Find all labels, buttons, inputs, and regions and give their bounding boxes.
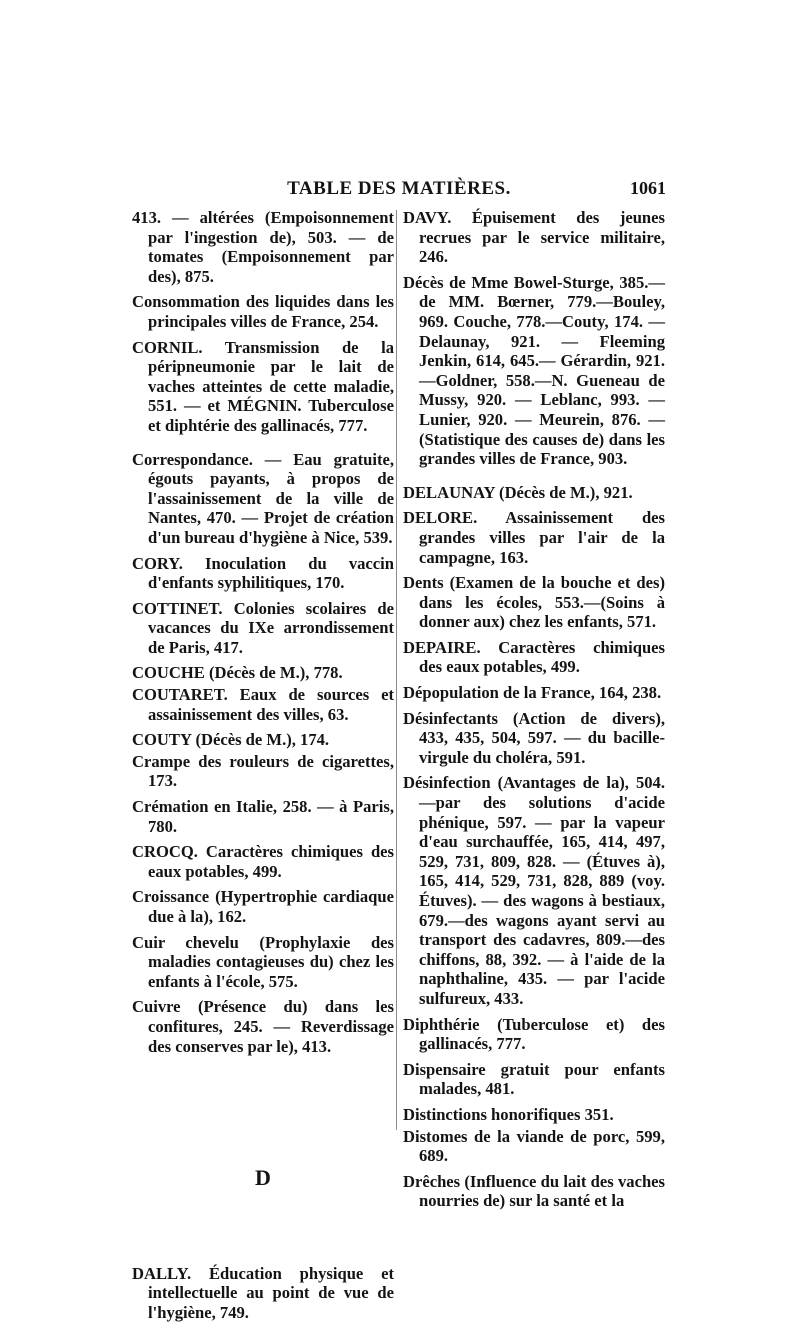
index-entry: Crémation en Italie, 258. — à Paris, 780. (132, 797, 394, 836)
page-title: TABLE DES MATIÈRES. (287, 178, 511, 199)
index-entry: Dépopulation de la France, 164, 238. (403, 683, 662, 703)
index-entry: Consommation des liquides dans les principales villes de France, 254. (132, 292, 394, 331)
right-column (403, 208, 665, 1217)
index-entry: Croissance (Hypertrophie cardiaque due à la), 162. (132, 887, 394, 926)
index-entry: DEPAIRE. Caractères chimiques des eaux potables, 499. (403, 637, 665, 677)
index-entry: Décès de Mme Bowel-Sturge, 385.— de MM. Bœrner, 779.—Bouley, 969. Couche, 778.—Couty, 174. — Delaunay, 921. — Fleeming Jenkin, 614, 645.— Gérardin, 921.—Goldner, 558.—N. Gueneau de Mussy, 920. — Leblanc, 993. — Lunier, 920. — Meurein, 876. — (Statistique des causes de) dans les grandes villes de France, 903. (403, 272, 665, 469)
index-entry: COUTY (Décès de M.), 174. (132, 730, 330, 750)
index-entry: Correspondance. — Eau gratuite, égouts payants, à propos de l'assainissement de la ville de Nantes, 470. — Projet de création d'un bureau d'hygiène à Nice, 539. (132, 449, 394, 547)
running-header (132, 178, 666, 206)
index-entry: COTTINET. Colonies scolaires de vacances du IXe arrondissement de Paris, 417. (132, 598, 394, 657)
section-letter: D (255, 1165, 271, 1191)
index-entry: 413. — altérées (Empoisonnement par l'ingestion de), 503. — de tomates (Empoisonnement par des), 875. (132, 208, 394, 286)
index-entry: Drêches (Influence du lait des vaches nourries de) sur la santé et la (403, 1171, 665, 1211)
index-entry: DELAUNAY (Décès de M.), 921. (403, 482, 633, 502)
index-entry: CORY. Inoculation du vaccin d'enfants syphilitiques, 170. (132, 553, 394, 593)
index-entry: DELORE. Assainissement des grandes villes par l'air de la campagne, 163. (403, 508, 665, 567)
index-entry: Désinfectants (Action de divers), 433, 435, 504, 597. — du bacille-virgule du choléra, 591. (403, 708, 665, 767)
index-entry: Dents (Examen de la bouche et des) dans les écoles, 553.—(Soins à donner aux) chez les enfants, 571. (403, 573, 665, 632)
page-number: 1061 (630, 178, 666, 198)
index-entry: Cuivre (Présence du) dans les confitures, 245. — Reverdissage des conserves par le), 413. (132, 997, 394, 1056)
column-divider (396, 210, 397, 1130)
left-column (132, 208, 394, 1329)
index-entry: Diphthérie (Tuberculose et) des gallinacés, 777. (403, 1014, 665, 1054)
index-entry: Crampe des rouleurs de cigarettes, 173. (132, 751, 394, 791)
index-entry: Désinfection (Avantages de la), 504. —par des solutions d'acide phénique, 597. — par la vapeur d'eau surchauffée, 165, 414, 497, 529, 731, 809, 828. — (Étuves à), 165, 414, 529, 731, 828, 889 (voy. Étuves). — des wagons à bestiaux, 679.—des wagons ayant servi au transport des cadavres, 809.—des chiffons, 88, 392. — à l'aide de la naphthaline, 435. — par l'acide sulfureux, 433. (403, 773, 665, 1008)
index-entry: DALLY. Éducation physique et intellectuelle au point de vue de l'hygiène, 749. (132, 1263, 394, 1322)
index-entry: DAVY. Épuisement des jeunes recrues par le service militaire, 246. (403, 208, 665, 267)
index-entry: COUTARET. Eaux de sources et assainissement des villes, 63. (132, 685, 394, 724)
index-entry: Distinctions honorifiques 351. (403, 1104, 614, 1124)
index-entry: Dispensaire gratuit pour enfants malades, 481. (403, 1059, 665, 1099)
index-entry: CROCQ. Caractères chimiques des eaux potables, 499. (132, 842, 394, 881)
index-entry: COUCHE (Décès de M.), 778. (132, 663, 343, 683)
index-entry: Distomes de la viande de porc, 599, 689. (403, 1126, 665, 1166)
index-entry: CORNIL. Transmission de la péripneumonie par le lait de vaches atteintes de cette maladie, 551. — et MÉGNIN. Tuberculose et diphtérie des gallinacés, 777. (132, 337, 394, 435)
index-entry: Cuir chevelu (Prophylaxie des maladies contagieuses du) chez les enfants à l'école, 575. (132, 932, 394, 991)
